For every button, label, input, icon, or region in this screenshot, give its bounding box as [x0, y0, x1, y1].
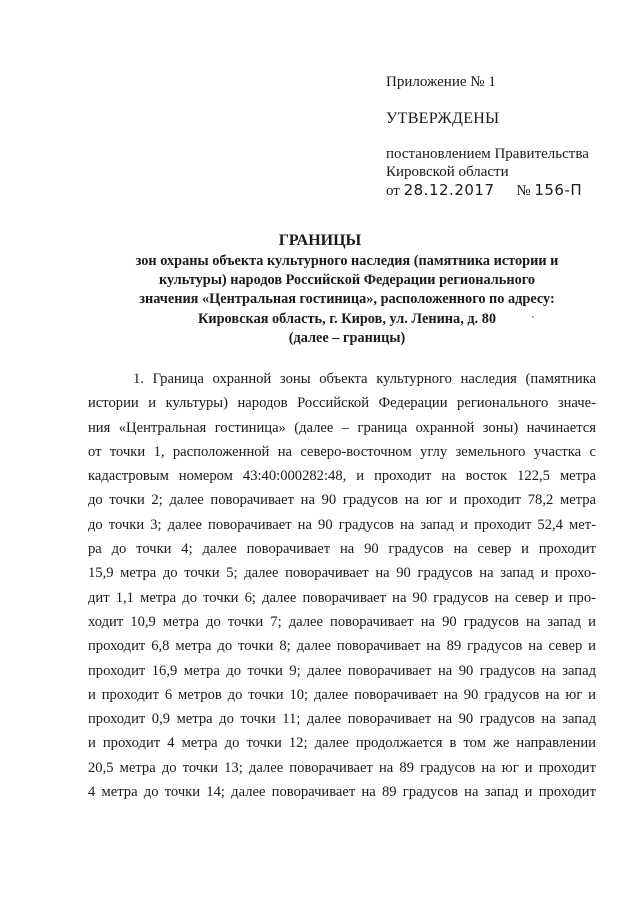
subtitle-line: культуры) народов Российской Федерации регионального — [158, 272, 536, 289]
scan-speck — [532, 316, 534, 318]
decree-line-2: Кировской области — [386, 164, 509, 180]
body-line: 15,9 метра до точки 5; далее поворачивает на 90 градусов на запад и прохо- — [88, 565, 596, 582]
body-line: ра до точки 4; далее поворачивает на 90 градусов на север и проходит — [88, 541, 596, 558]
body-paragraph — [88, 367, 596, 804]
body-line: кадастровым номером 43:40:000282:48, и проходит на восток 122,5 метра — [88, 468, 596, 485]
subtitle-line: значения «Центральная гостиница», расположенного по адресу: — [139, 291, 555, 308]
decree-reference — [386, 145, 589, 200]
approved-label: УТВЕРЖДЕНЫ — [386, 110, 500, 127]
number-sign: № — [516, 183, 531, 199]
body-line: дит 1,1 метра до точки 6; далее поворачивает на 90 градусов на север и про- — [88, 589, 596, 606]
body-line: до точки 2; далее поворачивает на 90 градусов на юг и проходит 78,2 метра — [88, 492, 596, 509]
subtitle-line: Кировская область, г. Киров, ул. Ленина, д. 80 — [197, 310, 497, 327]
body-line: проходит 0,9 метра до точки 11; далее поворачивает на 90 градусов на запад — [88, 711, 596, 728]
decree-line-1: постановлением Правительства — [386, 146, 589, 162]
body-line: ния «Центральная гостиница» (далее – граница охранной зоны) начинается — [88, 419, 596, 436]
date-prefix: от — [386, 183, 400, 199]
body-line: и проходит 4 метра до точки 12; далее продолжается в том же направлении — [88, 735, 596, 752]
body-line: проходит 16,9 метра до точки 9; далее поворачивает на 90 градусов на запад — [88, 662, 596, 679]
body-line: ходит 10,9 метра до точки 7; далее поворачивает на 90 градусов на запад и — [88, 613, 596, 630]
body-line: от точки 1, расположенной на северо-восточном углу земельного участка с — [88, 443, 596, 460]
body-line: и проходит 6 метров до точки 10; далее поворачивает на 90 градусов на юг и — [88, 686, 596, 703]
subtitle-line: (далее – границы) — [288, 329, 406, 346]
document-title: ГРАНИЦЫ — [278, 232, 362, 249]
decree-date: 28.12.2017 — [403, 181, 495, 199]
document-subtitle — [108, 252, 586, 348]
body-line: проходит 6,8 метра до точки 8; далее поворачивает на 89 градусов на север и — [88, 638, 596, 655]
body-line: 1. Граница охранной зоны объекта культурного наследия (памятника — [133, 371, 596, 387]
body-line: 20,5 метра до точки 13; далее поворачивает на 89 градусов на юг и проходит — [88, 759, 596, 776]
body-line: 4 метра до точки 14; далее поворачивает на 89 градусов на запад и проходит — [88, 784, 596, 801]
decree-date-line — [386, 181, 589, 200]
body-line: истории и культуры) народов Российской Федерации регионального значе- — [88, 395, 596, 412]
body-line: до точки 3; далее поворачивает на 90 градусов на запад и проходит 52,4 мет- — [88, 516, 596, 533]
subtitle-line: зон охраны объекта культурного наследия (памятника истории и — [135, 253, 559, 269]
decree-number: 156-П — [534, 181, 583, 199]
appendix-label: Приложение № 1 — [386, 74, 496, 90]
